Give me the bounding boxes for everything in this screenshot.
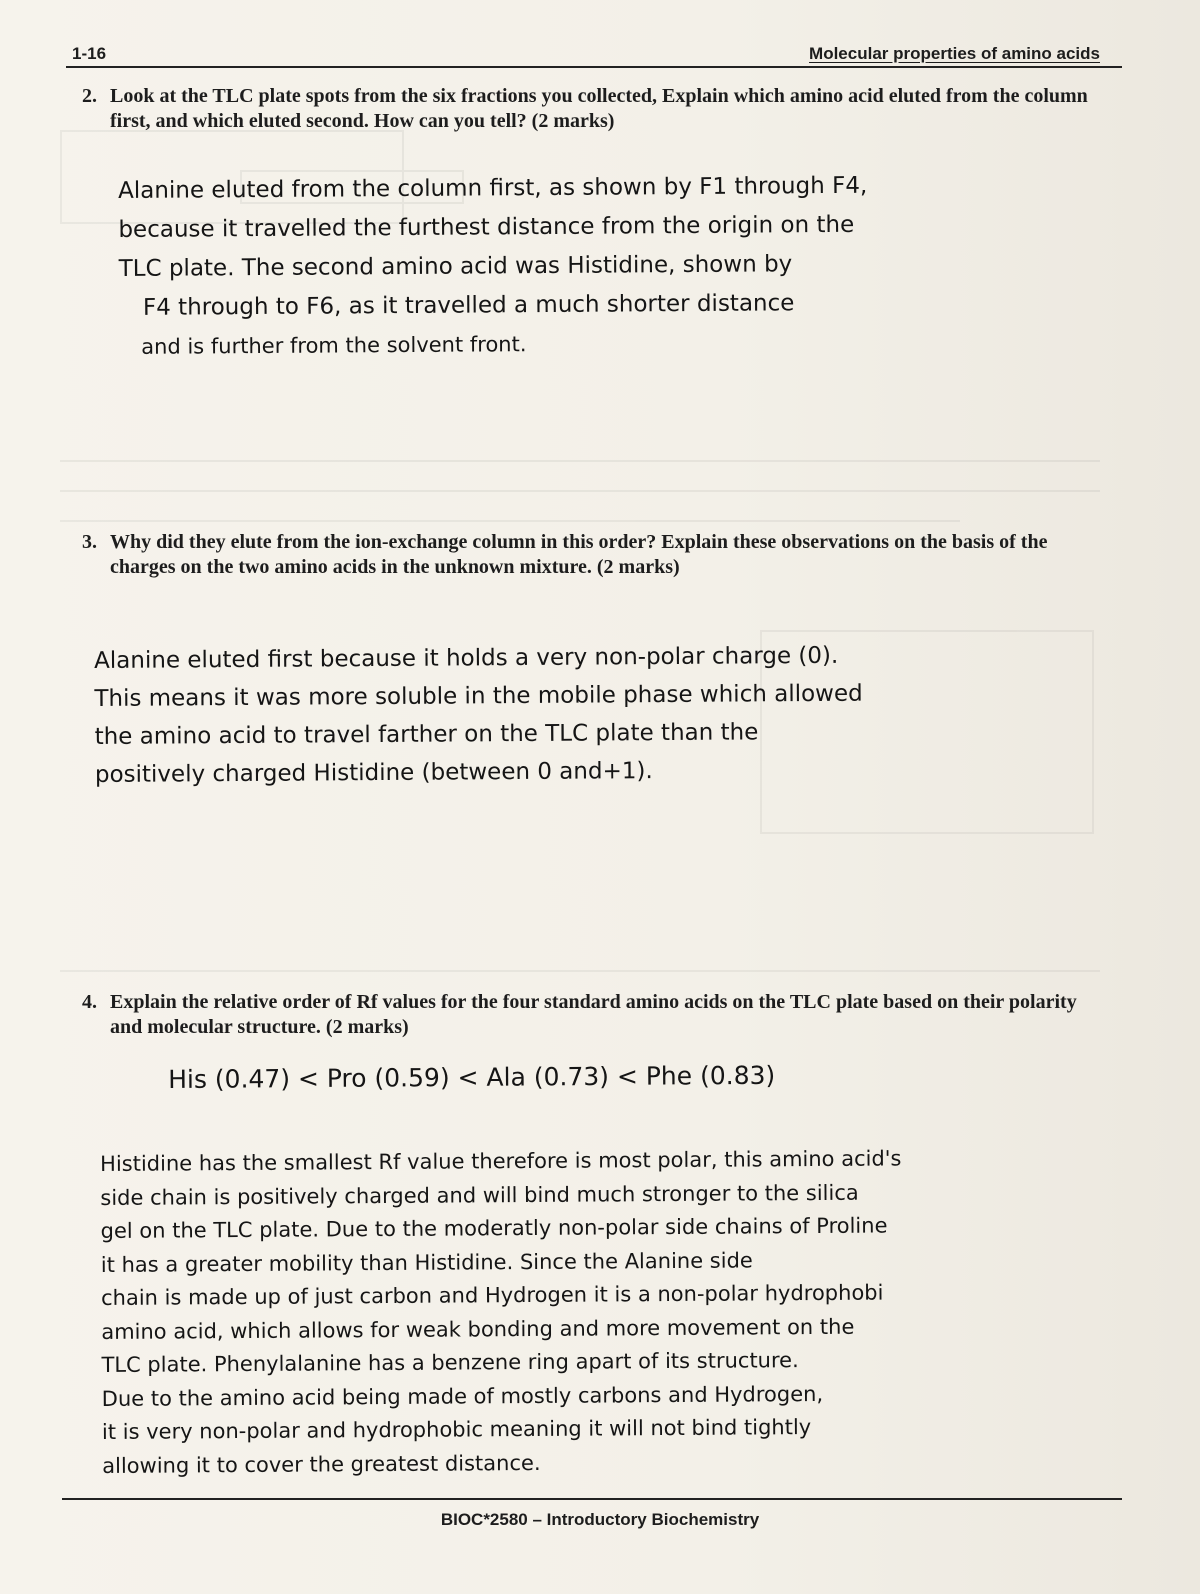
answer-line: Histidine has the smallest Rf value therefore is most polar, this amino acid's: [100, 1146, 902, 1176]
course-footer: BIOC*2580 – Introductory Biochemistry: [440, 1510, 760, 1529]
answer-3-handwriting: [94, 637, 863, 794]
answer-line: gel on the TLC plate. Due to the moderatly non-polar side chains of Proline: [100, 1213, 888, 1243]
question-number: 4.: [82, 991, 97, 1013]
answer-line: positively charged Histidine (between 0 and+1).: [94, 758, 653, 788]
answer-line: F4 through to F6, as it travelled a much shorter distance: [142, 290, 795, 321]
question-4: [82, 990, 1112, 1040]
question-2: [82, 84, 1112, 134]
answer-line: the amino acid to travel farther on the TLC plate than the: [94, 719, 759, 750]
header-rule: [66, 66, 1122, 68]
answer-line: it is very non-polar and hydrophobic meaning it will not bind tightly: [101, 1415, 812, 1444]
answer-line: chain is made up of just carbon and Hydrogen it is a non-polar hydrophobi: [100, 1280, 884, 1310]
question-text: Why did they elute from the ion-exchange column in this order? Explain these observations on the basis of the charges on the two amino acids in the unknown mixture. (2 marks): [110, 531, 1048, 578]
question-text: Look at the TLC plate spots from the six fractions you collected, Explain which amino acid eluted from the column first, and which eluted second. How can you tell? (2 marks): [110, 85, 1088, 132]
answer-line: Due to the amino acid being made of mostly carbons and Hydrogen,: [101, 1381, 824, 1411]
answer-line: TLC plate. Phenylalanine has a benzene ring apart of its structure.: [101, 1348, 799, 1377]
question-3: [82, 530, 1112, 580]
answer-line: This means it was more soluble in the mobile phase which allowed: [94, 680, 863, 712]
answer-line: and is further from the solvent front.: [141, 332, 527, 359]
answer-line: amino acid, which allows for weak bonding and more movement on the: [101, 1314, 855, 1344]
footer-rule: [62, 1498, 1122, 1500]
rf-order-line: His (0.47) < Pro (0.59) < Ala (0.73) < Phe (0.83): [168, 1060, 776, 1094]
answer-4-handwriting: [100, 1142, 904, 1483]
question-number: 3.: [82, 531, 97, 553]
answer-line: side chain is positively charged and will bind much stronger to the silica: [100, 1180, 859, 1210]
answer-line: allowing it to cover the greatest distance.: [102, 1450, 541, 1478]
question-text: Explain the relative order of Rf values for the four standard amino acids on the TLC plate based on their polarity and molecular structure. (2 marks): [110, 991, 1077, 1038]
answer-line: because it travelled the furthest distance from the origin on the: [118, 211, 855, 243]
answer-2-handwriting: [118, 167, 868, 367]
answer-line: it has a greater mobility than Histidine. Since the Alanine side: [100, 1247, 753, 1277]
section-title: Molecular properties of amino acids: [809, 44, 1100, 63]
answer-line: TLC plate. The second amino acid was Histidine, shown by: [118, 251, 793, 282]
answer-line: Alanine eluted from the column first, as shown by F1 through F4,: [118, 172, 868, 204]
answer-line: Alanine eluted first because it holds a very non-polar charge (0).: [94, 642, 839, 674]
rf-order-handwriting: [168, 1056, 775, 1100]
question-number: 2.: [82, 85, 97, 107]
page-number: 1-16: [72, 44, 107, 63]
